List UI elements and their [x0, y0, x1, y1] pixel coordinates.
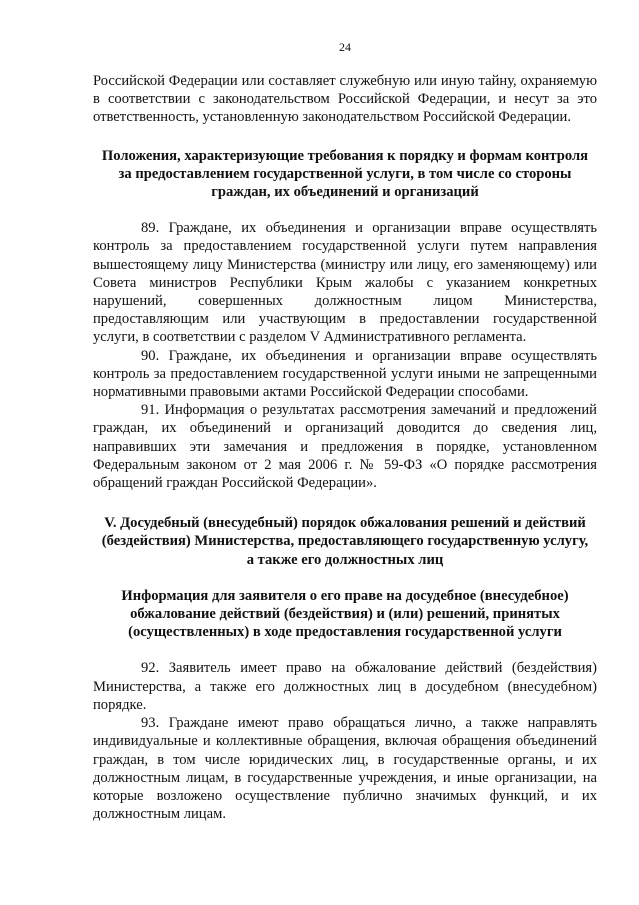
page-number: 24	[339, 40, 351, 54]
heading-control-provisions: Положения, характеризующие требования к порядку и формам контроля за предоставлением государственной услуги, в том числе со стороны граждан, их объединений и организаций	[101, 147, 589, 201]
paragraph-89: 89. Граждане, их объединения и организации вправе осуществлять контроль за предоставлением государственной услуги путем направления вышестоящему лицу Министерства (министру или лицу, его заменяющему) или Совета министров Республики Крым жалобы с указанием конкретных нарушений, совершенных должностным лицом Министерства, предоставляющим или участвующим в предоставлении государственной услуги, в соответствии с разделом V Административного регламента.	[93, 220, 597, 346]
paragraph-90: 90. Граждане, их объединения и организации вправе осуществлять контроль за предоставлением государственной услуги иными не запрещенными нормативными правовыми актами Российской Федерации способами.	[93, 347, 597, 401]
paragraph-93: 93. Граждане имеют право обращаться лично, а также направлять индивидуальные и коллективные обращения, включая обращения объединений граждан, в том числе юридических лиц, в государственные органы, и их должностным лицам, в государственные учреждения, и иные организации, на которые возложено осуществление публично значимых функций, и их должностным лицам.	[93, 715, 597, 823]
intro-paragraph: Российской Федерации или составляет служебную или иную тайну, охраняемую в соответствии с законодательством Российской Федерации, и несут за это ответственность, установленную законодательством Российской Федерации.	[93, 73, 597, 126]
paragraph-92: 92. Заявитель имеет право на обжалование действий (бездействия) Министерства, а также его должностных лиц в досудебном (внесудебном) порядке.	[93, 660, 597, 713]
paragraph-91: 91. Информация о результатах рассмотрения замечаний и предложений граждан, их объединений и организаций доводится до сведения лиц, направивших эти замечания и предложения в порядке, установленном Федеральным законом от 2 мая 2006 г. № 59-ФЗ «О порядке рассмотрения обращений граждан Российской Федерации».	[93, 402, 597, 492]
heading-applicant-info: Информация для заявителя о его праве на досудебное (внесудебное) обжалование действий (бездействия) и (или) решений, принятых (осуществленных) в ходе предоставления государственной услуги	[121, 587, 569, 641]
heading-section-5: V. Досудебный (внесудебный) порядок обжалования решений и действий (бездействия) Министерства, предоставляющего государственную услугу, а также его должностных лиц	[101, 515, 589, 568]
